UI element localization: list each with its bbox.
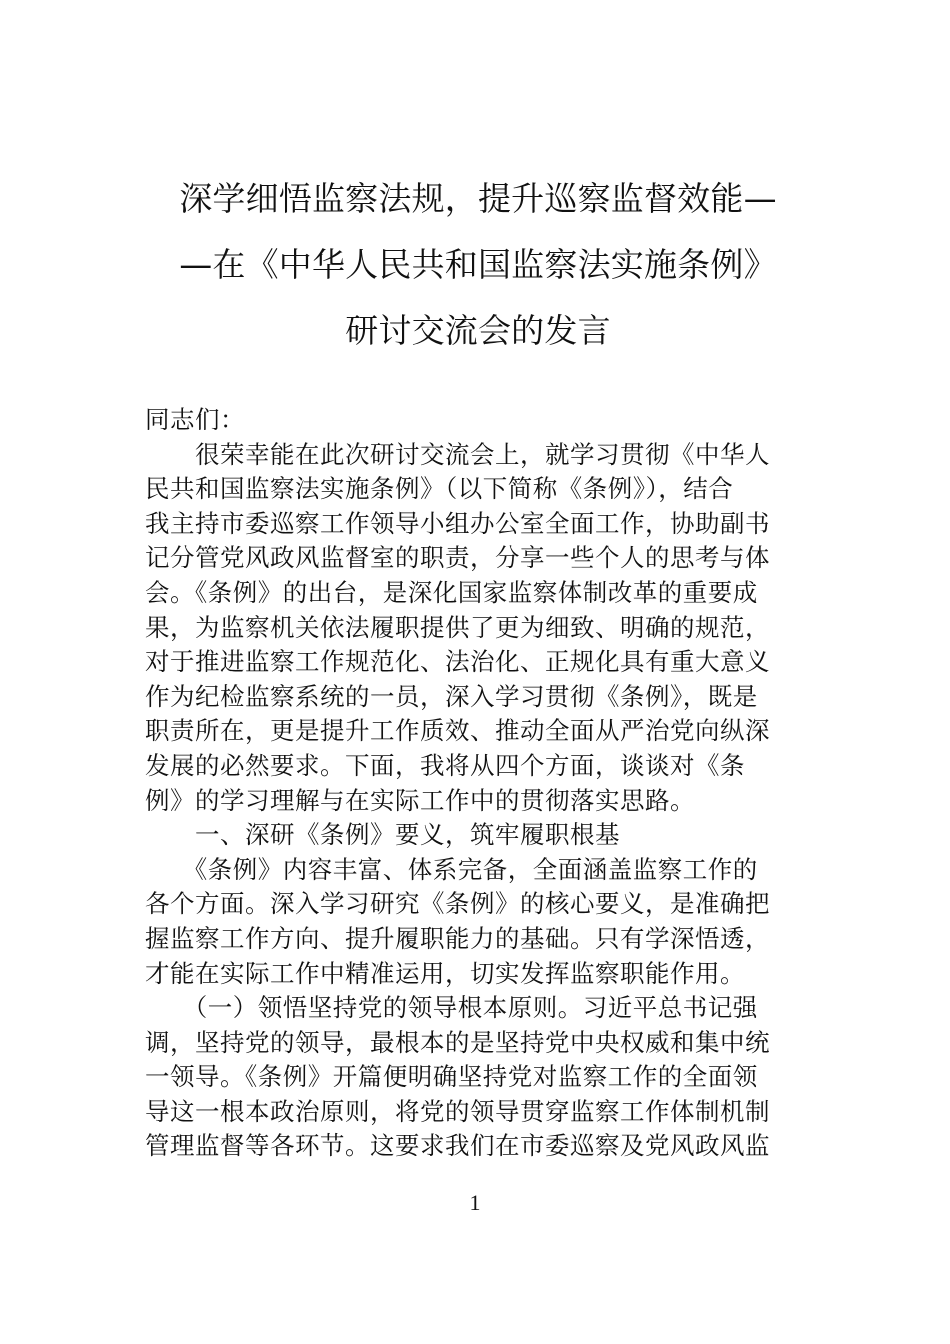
title-line: 研讨交流会的发言	[345, 311, 611, 350]
body-line: 会。《条例》的出台，是深化国家监察体制改革的重要成	[145, 577, 758, 607]
title-line: 深学细悟监察法规，提升巡察监督效能—	[179, 179, 777, 218]
salutation: 同志们：	[145, 405, 245, 434]
body-line: 我主持市委巡察工作领导小组办公室全面工作，协助副书	[145, 508, 770, 538]
section-heading: 一、深研《条例》要义，筑牢履职根基	[145, 820, 620, 850]
body-line: 《条例》内容丰富、体系完备，全面涵盖监察工作的	[145, 854, 758, 884]
body-line: 才能在实际工作中精准运用，切实发挥监察职能作用。	[145, 958, 745, 988]
body-line: 民共和国监察法实施条例》（以下简称《条例》），结合	[145, 474, 734, 504]
body-line: 调，坚持党的领导，最根本的是坚持党中央权威和集中统	[145, 1027, 770, 1057]
body-line: 例》的学习理解与在实际工作中的贯彻落实思路。	[145, 785, 695, 815]
body-line: 记分管党风政风监督室的职责，分享一些个人的思考与体	[145, 543, 770, 573]
body-line: 握监察工作方向、提升履职能力的基础。只有学深悟透，	[145, 923, 770, 953]
body-line: 对于推进监察工作规范化、法治化、正规化具有重大意义	[145, 647, 770, 677]
body-line: 一领导。《条例》开篇便明确坚持党对监察工作的全面领	[145, 1062, 758, 1092]
body-line: 导这一根本政治原则，将党的领导贯穿监察工作体制机制	[145, 1096, 770, 1126]
body-line: 果，为监察机关依法履职提供了更为细致、明确的规范，	[145, 612, 770, 642]
body-line: 职责所在，更是提升工作质效、推动全面从严治党向纵深	[145, 716, 770, 746]
body-line: 管理监督等各环节。这要求我们在市委巡察及党风政风监	[145, 1131, 770, 1161]
body-line: 作为纪检监察系统的一员，深入学习贯彻《条例》，既是	[145, 681, 758, 711]
page-number: 1	[469, 1190, 481, 1215]
body-line: （一）领悟坚持党的领导根本原则。习近平总书记强	[145, 993, 758, 1023]
title-line: —在《中华人民共和国监察法实施条例》	[179, 245, 777, 284]
body-line: 很荣幸能在此次研讨交流会上，就学习贯彻《中华人	[145, 439, 770, 469]
body-line: 发展的必然要求。下面，我将从四个方面，谈谈对《条	[145, 750, 745, 780]
document-body	[145, 403, 811, 1164]
body-line: 各个方面。深入学习研究《条例》的核心要义，是准确把	[145, 889, 770, 919]
document-title	[148, 166, 808, 364]
